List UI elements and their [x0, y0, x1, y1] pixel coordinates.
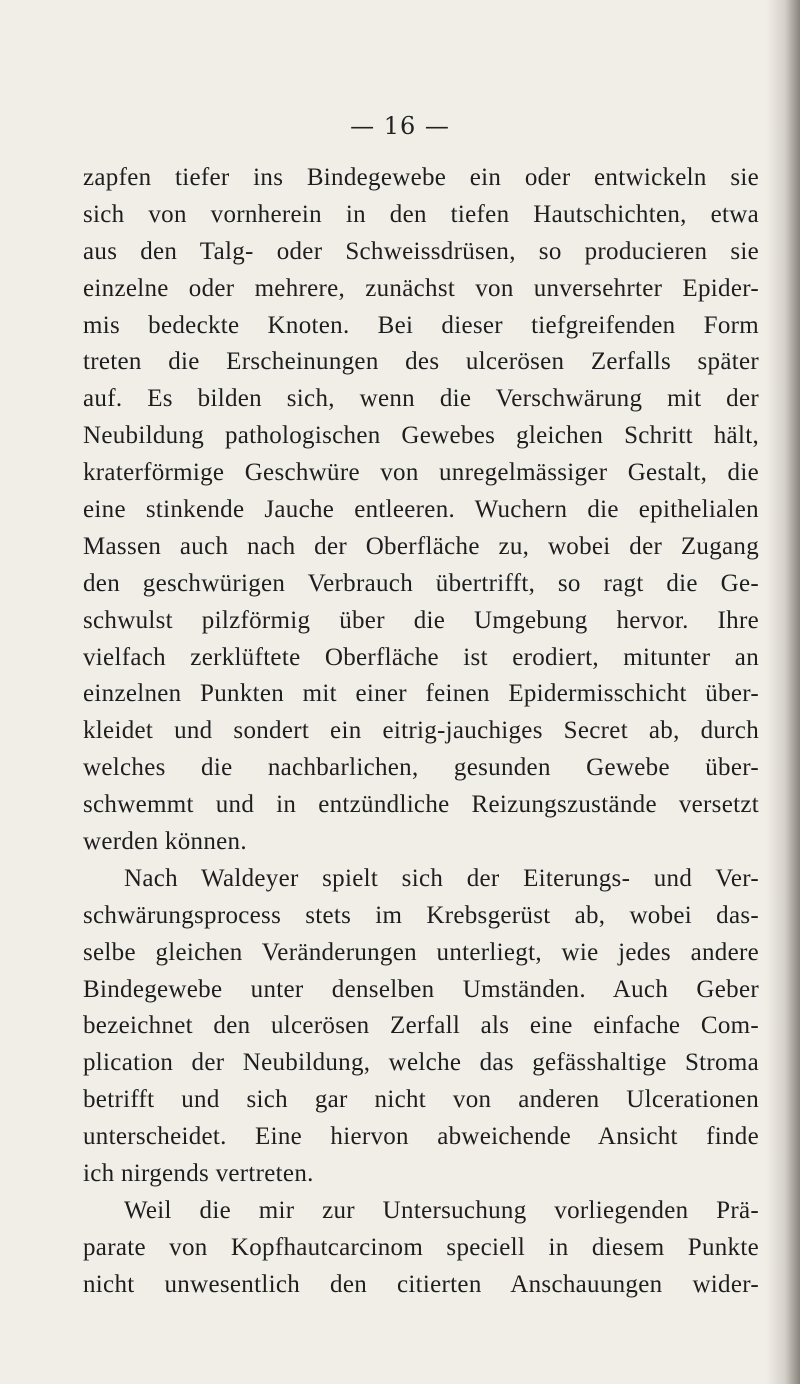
text-line: den geschwürigen Verbrauch übertrifft, so ragt die Ge-	[83, 569, 759, 597]
text-line: vielfach zerklüftete Oberfläche ist erodiert, mitunter an	[83, 643, 759, 671]
text-line: bezeichnet den ulcerösen Zerfall als eine einfache Com-	[83, 1012, 759, 1040]
text-line: einzelne oder mehrere, zunächst von unversehrter Epider-	[83, 274, 759, 302]
text-line: zapfen tiefer ins Bindegewebe ein oder entwickeln sie	[83, 164, 759, 191]
text-line: Bindegewebe unter denselben Umständen. Auch Geber	[83, 975, 759, 1003]
text-line: Neubildung pathologischen Gewebes gleichen Schritt hält,	[83, 422, 759, 450]
text-line: ich nirgends vertreten.	[83, 1160, 314, 1188]
text-line: plication der Neubildung, welche das gefässhaltige Stroma	[83, 1049, 759, 1077]
text-line: auf. Es bilden sich, wenn die Verschwärung mit der	[83, 385, 759, 413]
text-line: mis bedeckte Knoten. Bei dieser tiefgreifenden Form	[83, 311, 759, 339]
text-line: welches die nachbarlichen, gesunden Gewebe über-	[83, 754, 759, 782]
text-line: sich von vornherein in den tiefen Hautschichten, etwa	[83, 200, 759, 228]
page-number-header: — 16 —	[350, 112, 450, 140]
text-line: unterscheidet. Eine hiervon abweichende Ansicht finde	[83, 1123, 759, 1151]
text-line: selbe gleichen Veränderungen unterliegt, wie jedes andere	[83, 938, 759, 966]
text-line: eine stinkende Jauche entleeren. Wuchern die epithelialen	[83, 496, 759, 524]
text-line: kleidet und sondert ein eitrig-jauchiges Secret ab, durch	[83, 717, 759, 745]
text-line: Massen auch nach der Oberfläche zu, wobei der Zugang	[83, 532, 759, 560]
text-line: werden können.	[83, 828, 247, 856]
text-line: kraterförmige Geschwüre von unregelmässiger Gestalt, die	[83, 459, 759, 487]
text-line: Weil die mir zur Untersuchung vorliegenden Prä-	[124, 1196, 759, 1224]
text-line: einzelnen Punkten mit einer feinen Epidermisschicht über-	[83, 680, 759, 708]
text-line: betrifft und sich gar nicht von anderen Ulcerationen	[83, 1086, 759, 1114]
text-line: parate von Kopfhautcarcinom speciell in diesem Punkte	[83, 1233, 759, 1261]
text-line: schwemmt und in entzündliche Reizungszustände versetzt	[83, 791, 759, 819]
text-line: nicht unwesentlich den citierten Anschauungen wider-	[83, 1270, 759, 1298]
text-line: aus den Talg- oder Schweissdrüsen, so producieren sie	[83, 237, 759, 265]
body-text	[83, 160, 759, 1304]
text-line: schwärungsprocess stets im Krebsgerüst ab, wobei das-	[83, 901, 759, 929]
page-edge-shadow	[766, 0, 800, 1384]
text-line: treten die Erscheinungen des ulcerösen Zerfalls später	[83, 348, 759, 376]
text-line: schwulst pilzförmig über die Umgebung hervor. Ihre	[83, 606, 759, 634]
text-line: Nach Waldeyer spielt sich der Eiterungs- und Ver-	[124, 864, 759, 892]
